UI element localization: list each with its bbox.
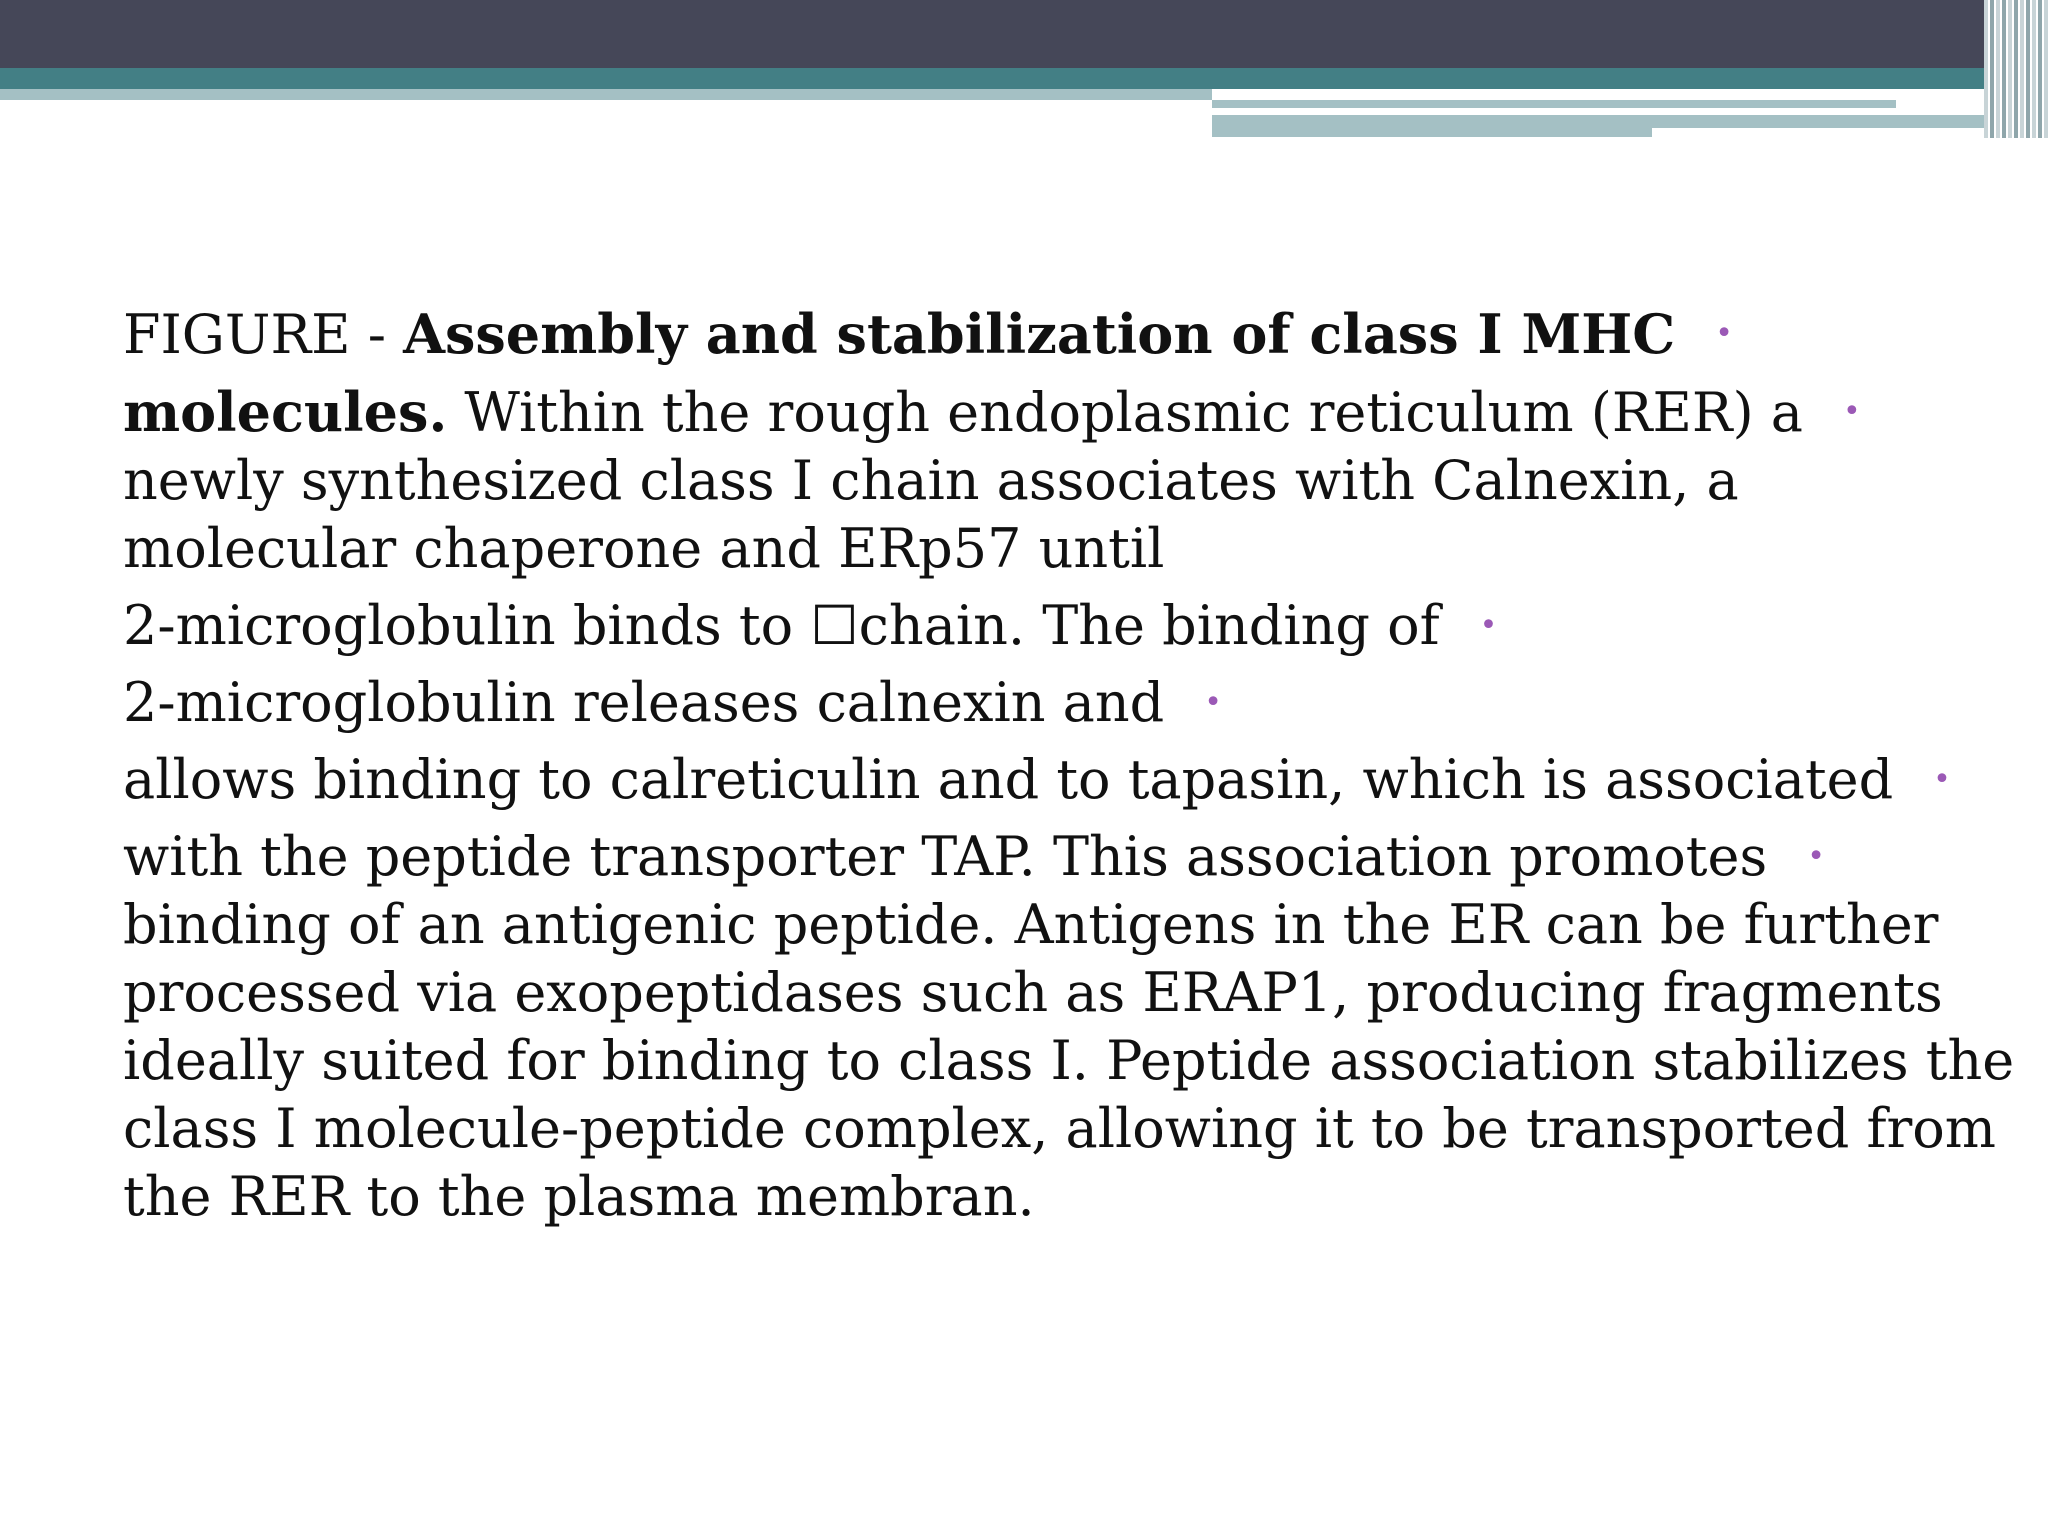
text-line [123, 891, 1939, 959]
text-line [123, 746, 1951, 814]
header-band-light-right-tail [1652, 115, 2032, 128]
round-bullet-icon: • [1933, 762, 1951, 797]
text-run: Within the rough endoplasmic reticulum (RER) a [447, 381, 1803, 444]
header-band-light-left [0, 89, 1212, 100]
paragraph [123, 300, 1883, 369]
round-bullet-icon: • [1479, 608, 1498, 643]
text-line [123, 669, 1883, 737]
text-line [123, 1095, 1996, 1163]
round-bullet-icon: • [1807, 839, 1825, 874]
header-band-teal [0, 68, 2048, 89]
text-run: FIGURE - [123, 303, 404, 366]
text-run: processed via exopeptidases such as ERAP1, producing fragments [123, 961, 1943, 1024]
text-line [123, 592, 1883, 660]
header-band-light-right-lower [1212, 115, 1652, 137]
text-line [123, 823, 1883, 891]
text-line [123, 959, 1943, 1027]
text-run: allows binding to calreticulin and to tapasin, which is associated [123, 748, 1894, 811]
text-run: ideally suited for binding to class I. Peptide association stabilizes the [123, 1029, 2015, 1092]
text-run-bold: molecules. [123, 380, 448, 444]
header-band-dark [0, 0, 2048, 68]
header-corner-stripes [1984, 0, 2048, 138]
header-band-light-right [1212, 100, 1896, 108]
text-line [123, 515, 1883, 583]
text-line [123, 1027, 2015, 1095]
paragraph [123, 669, 1883, 737]
text-run: 2-microglobulin binds to ☐chain. The binding of [123, 594, 1440, 657]
paragraph [123, 592, 1883, 660]
paragraph [123, 823, 2015, 1231]
figure-title: Assembly and stabilization of class I MHC [403, 302, 1676, 366]
text-run: binding of an antigenic peptide. Antigens in the ER can be further [123, 893, 1939, 956]
text-run: the RER to the plasma membran. [123, 1165, 1035, 1228]
text-line [123, 300, 1883, 369]
paragraph [123, 378, 1883, 583]
text-run: with the peptide transporter TAP. This association promotes [123, 825, 1768, 888]
text-run: newly synthesized class I chain associates with Calnexin, a [123, 449, 1739, 512]
slide-body-text [123, 300, 2015, 1231]
text-line [123, 447, 1883, 515]
text-line [123, 378, 1883, 447]
text-run: molecular chaperone and ERp57 until [123, 517, 1165, 580]
text-run: 2-microglobulin releases calnexin and [123, 671, 1165, 734]
round-bullet-icon: • [1204, 685, 1222, 720]
round-bullet-icon: • [1715, 316, 1733, 351]
round-bullet-icon: • [1843, 394, 1861, 429]
text-run: class I molecule-peptide complex, allowing it to be transported from [123, 1097, 1996, 1160]
paragraph [123, 746, 1951, 814]
text-line [123, 1163, 1883, 1231]
